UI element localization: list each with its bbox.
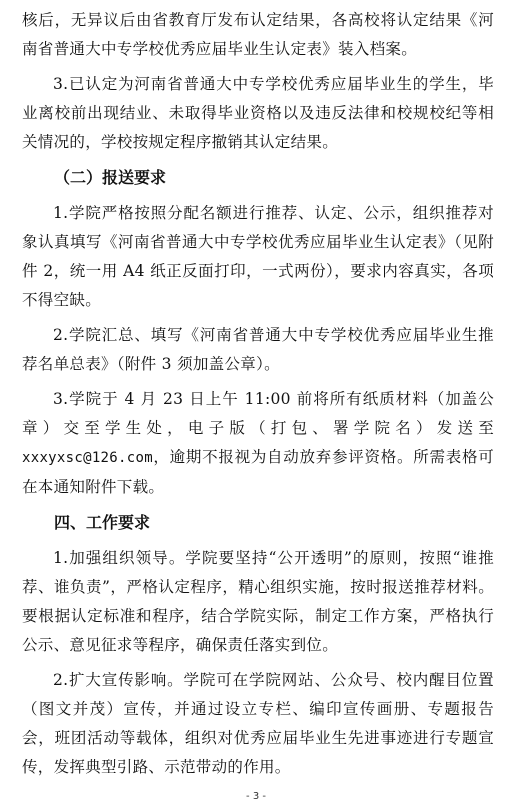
page-number: - 3 - <box>246 791 266 802</box>
section-heading-work-requirements: 四、工作要求 <box>54 513 151 532</box>
paragraph-revoke-rule: 3.已认定为河南省普通大中专学校优秀应届毕业生的学生，毕业离校前出现结业、未取得毕业资格以及违反法律和校规校纪等相关情况的，学校按规定程序撤销其认定结果。 <box>22 75 494 151</box>
paragraph-archive-result: 核后，无异议后由省教育厅发布认定结果，各高校将认定结果《河南省普通大中专学校优秀应届毕业生认定表》装入档案。 <box>22 11 494 58</box>
deadline-text-end: ，逾期不报视为自动放弃参评资格。所需表格可在本通知附件下载。 <box>22 448 494 496</box>
paragraph-publicity: 2.扩大宣传影响。学院可在学院网站、公众号、校内醒目位置（图文并茂）宣传，并通过设立专栏、编印宣传画册、专题报告会，班团活动等载体，组织对优秀应届毕业生先进事迹进行专题宣传，发挥典型引路、示范带动的作用。 <box>22 671 494 776</box>
submission-email: xxxyxsc@126.com <box>22 450 153 466</box>
paragraph-deadline <box>22 385 494 502</box>
paragraph-recommend-fill: 1.学院严格按照分配名额进行推荐、认定、公示，组织推荐对象认真填写《河南省普通大中专学校优秀应届毕业生认定表》（见附件 2，统一用 A4 纸正反面打印，一式两份），要求内容真实，各项不得空缺。 <box>22 204 494 309</box>
paragraph-summary-table: 2.学院汇总、填写《河南省普通大中专学校优秀应届毕业生推荐名单总表》（附件 3 须加盖公章）。 <box>22 326 494 373</box>
section-heading-submission: （二）报送要求 <box>54 168 167 187</box>
paragraph-leadership: 1.加强组织领导。学院要坚持“公开透明”的原则，按照“谁推荐、谁负责”，严格认定程序，精心组织实施，按时报送推荐材料。要根据认定标准和程序，结合学院实际，制定工作方案，严格执行公示、意见征求等程序，确保责任落实到位。 <box>22 549 494 654</box>
deadline-text-start: 3.学院于 4 月 23 日上午 11:00 前将所有纸质材料（加盖公章）交至学生处，电子版（打包、署学院名）发送至 <box>22 390 494 437</box>
